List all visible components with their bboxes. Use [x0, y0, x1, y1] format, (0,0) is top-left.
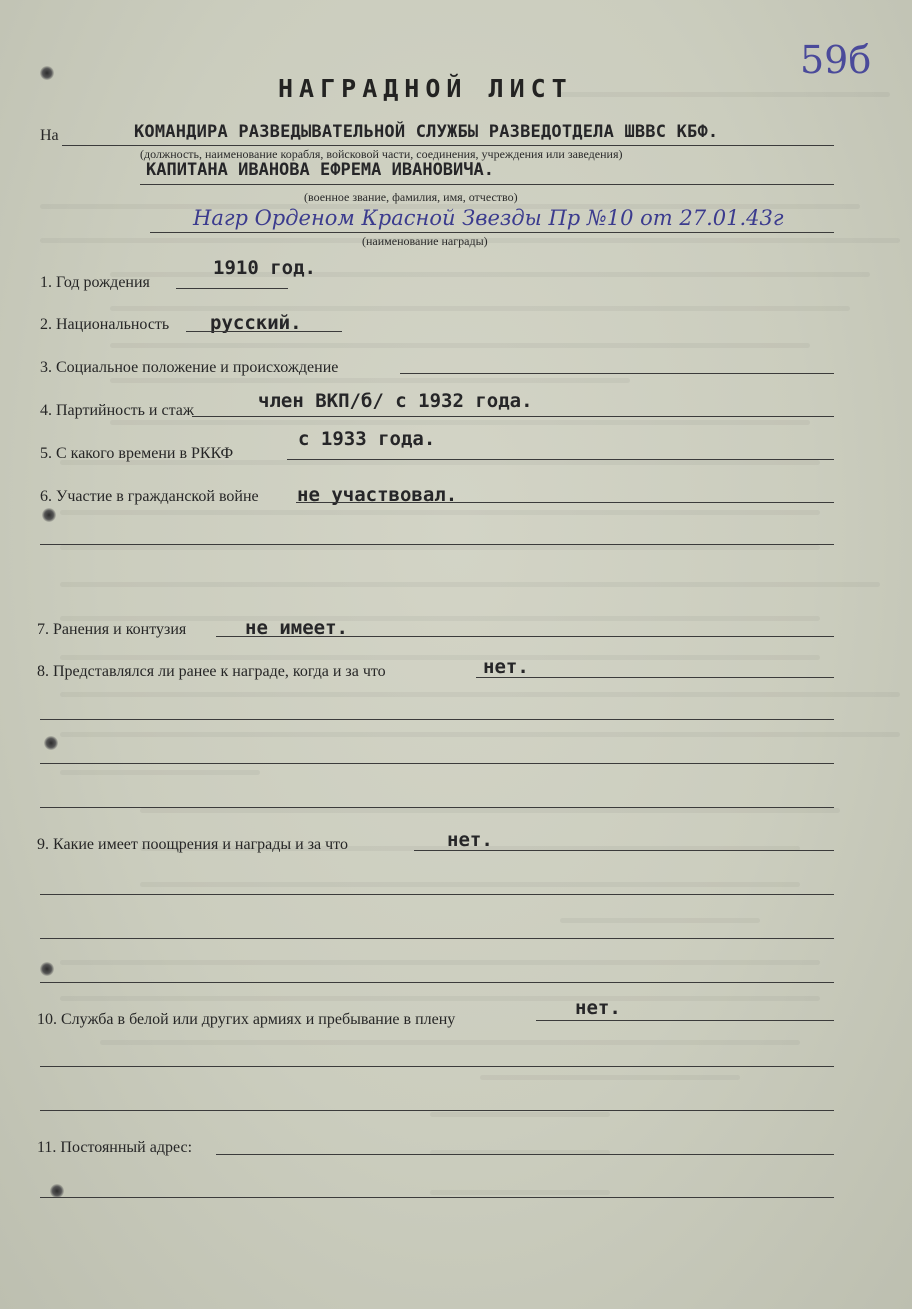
- field-white-army-line: [536, 1020, 834, 1021]
- field-social-line: [400, 373, 834, 374]
- punch-hole: [40, 962, 54, 976]
- field-nationality-value: русский.: [210, 312, 302, 334]
- field-prior-nomination-line-4: [40, 807, 834, 808]
- field-address-line: [216, 1154, 834, 1155]
- field-prior-nomination-line-3: [40, 763, 834, 764]
- recipient-prefix: На: [40, 127, 59, 144]
- recipient-position-line: [62, 145, 834, 146]
- punch-hole: [44, 736, 58, 750]
- field-wounds-label: 7. Ранения и контузия: [37, 621, 187, 638]
- field-nationality-line: [186, 331, 342, 332]
- recipient-name: КАПИТАНА ИВАНОВА ЕФРЕМА ИВАНОВИЧА.: [146, 160, 494, 180]
- page-title: НАГРАДНОЙ ЛИСТ: [278, 74, 573, 103]
- field-white-army-label: 10. Служба в белой или других армиях и пребывание в плену: [37, 1011, 456, 1028]
- field-commendations-line: [414, 850, 834, 851]
- field-service-start-line: [287, 459, 834, 460]
- recipient-position-caption: (должность, наименование корабля, войсковой части, соединения, учреждения или заведения): [140, 147, 623, 161]
- field-civil-war-line: [296, 502, 834, 503]
- field-commendations-line-3: [40, 938, 834, 939]
- recipient-position: КОМАНДИРА РАЗВЕДЫВАТЕЛЬНОЙ СЛУЖБЫ РАЗВЕДОТДЕЛА ШВВС КБФ.: [134, 122, 719, 142]
- field-prior-nomination-line-2: [40, 719, 834, 720]
- field-party-value: член ВКП/б/ с 1932 года.: [258, 390, 533, 412]
- recipient-name-caption: (военное звание, фамилия, имя, отчество): [304, 190, 518, 204]
- field-commendations-line-4: [40, 982, 834, 983]
- field-prior-nomination-value: нет.: [483, 656, 529, 678]
- field-commendations-line-2: [40, 894, 834, 895]
- field-birth-year-label: 1. Год рождения: [40, 274, 150, 291]
- field-service-start-value: с 1933 года.: [298, 428, 436, 450]
- award-caption: (наименование награды): [362, 234, 488, 248]
- field-party-line: [192, 416, 834, 417]
- recipient-name-line: [140, 184, 834, 185]
- punch-hole: [42, 508, 56, 522]
- punch-hole: [50, 1184, 64, 1198]
- field-birth-year-value: 1910 год.: [213, 257, 316, 279]
- field-party-label: 4. Партийность и стаж: [40, 402, 194, 419]
- sheet-number: 59б: [800, 38, 872, 82]
- field-white-army-value: нет.: [575, 997, 621, 1019]
- field-civil-war-line-2: [40, 544, 834, 545]
- field-address-label: 11. Постоянный адрес:: [37, 1139, 193, 1156]
- field-wounds-line: [216, 636, 834, 637]
- field-white-army-line-3: [40, 1110, 834, 1111]
- field-service-start-label: 5. С какого времени в РККФ: [40, 445, 234, 462]
- field-birth-year-line: [176, 288, 288, 289]
- field-civil-war-label: 6. Участие в гражданской войне: [40, 488, 259, 505]
- award-handwritten: Нагр Орденом Красной Звезды Пр №10 от 27.01.43г: [193, 206, 784, 230]
- field-prior-nomination-line: [476, 677, 834, 678]
- field-civil-war-value: не участвовал.: [297, 484, 458, 506]
- field-commendations-value: нет.: [447, 829, 493, 851]
- field-address-line-2: [40, 1197, 834, 1198]
- field-social-label: 3. Социальное положение и происхождение: [40, 359, 339, 376]
- field-white-army-line-2: [40, 1066, 834, 1067]
- field-wounds-value: не имеет.: [245, 617, 348, 639]
- field-commendations-label: 9. Какие имеет поощрения и награды и за что: [37, 836, 348, 853]
- field-prior-nomination-label: 8. Представлялся ли ранее к награде, когда и за что: [37, 663, 386, 680]
- field-nationality-label: 2. Национальность: [40, 316, 170, 333]
- punch-hole: [40, 66, 54, 80]
- award-line: [150, 232, 834, 233]
